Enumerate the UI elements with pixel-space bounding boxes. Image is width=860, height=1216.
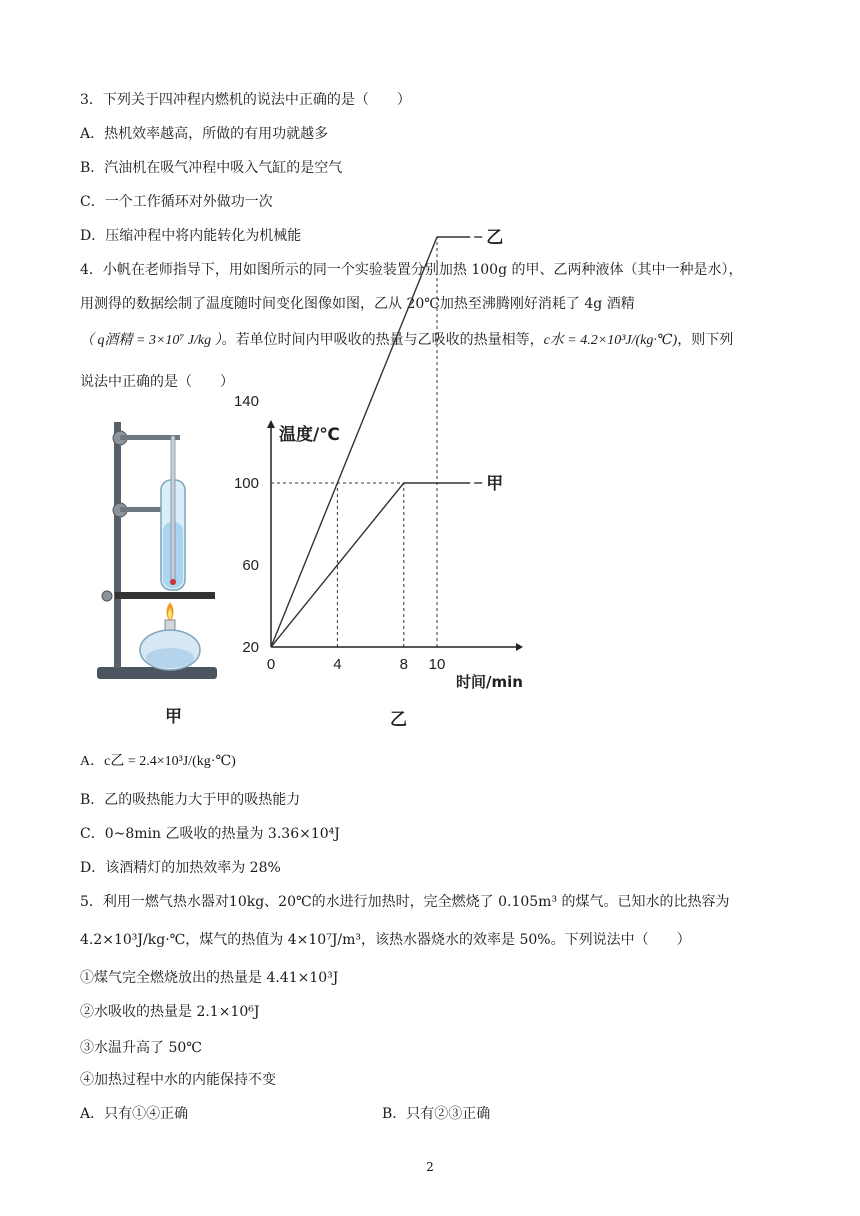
q5-option-a: A．只有①④正确 — [80, 1106, 189, 1122]
q4-line3-end: ，则下列 — [677, 332, 734, 348]
q4-option-a: A．c乙 = 2.4×10³J/(kg·℃) — [80, 754, 236, 769]
q3-option-a: A．热机效率越高，所做的有用功就越多 — [80, 126, 329, 142]
x-axis-label: 时间/min — [456, 673, 523, 691]
series-label: 乙 — [486, 228, 504, 248]
series-line-jia — [271, 483, 470, 647]
alcohol — [146, 648, 194, 668]
thermometer-bulb — [170, 579, 176, 585]
thermometer — [171, 436, 175, 581]
q3-option-d: D．压缩冲程中将内能转化为机械能 — [80, 228, 302, 244]
graph-caption: 乙 — [390, 710, 407, 730]
y-tick-label: 100 — [233, 475, 259, 492]
q5-item-3: ③水温升高了 50℃ — [80, 1040, 202, 1056]
x-tick-label: 10 — [428, 656, 446, 673]
q4-option-c: C．0~8min 乙吸收的热量为 3.36×10⁴J — [80, 826, 340, 842]
q5-item-2: ②水吸收的热量是 2.1×10⁶J — [80, 1004, 260, 1020]
q3-option-b: B．汽油机在吸气冲程中吸入气缸的是空气 — [80, 160, 343, 176]
x-axis-arrow — [516, 643, 523, 651]
q4-line4: 说法中正确的是（ ） — [80, 374, 234, 390]
x-tick-label: 4 — [333, 656, 342, 673]
q4-option-d: D．该酒精灯的加热效率为 28% — [80, 860, 281, 876]
y-tick-label: 20 — [242, 639, 259, 656]
y-tick-label: 60 — [242, 557, 259, 574]
q4-fuel-value-formula: （ q酒精 = 3×10⁷ J/kg ） — [80, 333, 222, 348]
q4-line3 — [80, 330, 733, 351]
q5-line2: 4.2×10³J/kg·℃，煤气的热值为 4×10⁷J/m³，该热水器烧水的效率是 50%。下列说法中（ ） — [80, 932, 691, 948]
ring-clamp-knob — [102, 591, 112, 601]
page-number: 2 — [426, 1160, 434, 1174]
q4-line1: 4．小帆在老师指导下，用如图所示的同一个实验装置分别加热 100g 的甲、乙两种液体（其中一种是水）， — [80, 262, 743, 278]
q3-stem: 3．下列关于四冲程内燃机的说法中正确的是（ ） — [80, 92, 411, 108]
wire-gauze — [115, 592, 215, 599]
q5-item-4: ④加热过程中水的内能保持不变 — [80, 1072, 276, 1088]
x-tick-label: 8 — [399, 656, 408, 673]
y-axis-arrow — [267, 420, 275, 428]
q4-option-b: B．乙的吸热能力大于甲的吸热能力 — [80, 792, 301, 808]
apparatus-caption: 甲 — [165, 707, 182, 727]
x-tick-label: 0 — [266, 656, 276, 673]
q5-line1: 5．利用一燃气热水器对10kg、20℃的水进行加热时，完全燃烧了 0.105m³ 的煤气。已知水的比热容为 — [80, 894, 730, 910]
y-tick-label: 140 — [233, 393, 259, 410]
apparatus-illustration — [97, 422, 217, 679]
q4-water-heat-formula: c水 = 4.2×10³J/(kg·℃) — [543, 333, 678, 348]
q4-line3-text: 。若单位时间内甲吸收的热量与乙吸收的热量相等， — [221, 332, 544, 348]
q3-option-c: C．一个工作循环对外做功一次 — [80, 194, 273, 210]
series-label: 甲 — [486, 474, 504, 494]
stand-rod — [114, 422, 121, 668]
q5-option-b: B．只有②③正确 — [382, 1106, 491, 1122]
q5-item-1: ①煤气完全燃烧放出的热量是 4.41×10³J — [80, 970, 339, 986]
lamp-wick-holder — [165, 620, 175, 630]
q4-line2: 用测得的数据绘制了温度随时间变化图像如图，乙从 20℃加热至沸腾刚好消耗了 4g 酒精 — [80, 296, 635, 312]
y-axis-label: 温度/℃ — [279, 425, 340, 445]
